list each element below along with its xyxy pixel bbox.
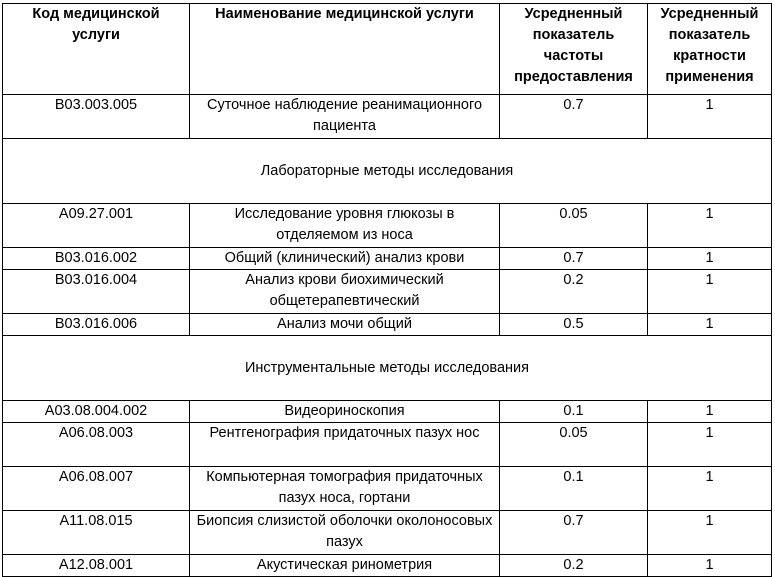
table-row [3, 314, 772, 336]
table-row [3, 95, 772, 139]
service-code: A06.08.003 [3, 423, 190, 467]
section-row [3, 336, 772, 401]
service-code: A11.08.015 [3, 511, 190, 555]
service-name: Общий (клинический) анализ крови [190, 248, 500, 270]
multiplicity-value: 1 [648, 401, 772, 423]
service-code: B03.016.006 [3, 314, 190, 336]
section-title: Лабораторные методы исследования [3, 139, 772, 204]
table-row [3, 467, 772, 511]
section-row [3, 139, 772, 204]
service-name: Анализ мочи общий [190, 314, 500, 336]
frequency-value: 0.7 [500, 511, 648, 555]
multiplicity-value: 1 [648, 555, 772, 577]
service-name: Исследование уровня глюкозы в отделяемом из носа [190, 204, 500, 248]
service-name: Акустическая ринометрия [190, 555, 500, 577]
header-row [3, 4, 772, 95]
frequency-value: 0.1 [500, 401, 648, 423]
table-row [3, 270, 772, 314]
service-name: Рентгенография придаточных пазух нос [190, 423, 500, 467]
service-name: Биопсия слизистой оболочки околоносовых пазух [190, 511, 500, 555]
services-table [2, 3, 772, 577]
header-multiplicity: Усредненный показатель кратности применения [648, 4, 772, 95]
service-name: Суточное наблюдение реанимационного пациента [190, 95, 500, 139]
frequency-value: 0.2 [500, 555, 648, 577]
frequency-value: 0.1 [500, 467, 648, 511]
service-code: B03.003.005 [3, 95, 190, 139]
table-row [3, 204, 772, 248]
table-row [3, 423, 772, 467]
multiplicity-value: 1 [648, 204, 772, 248]
service-code: B03.016.002 [3, 248, 190, 270]
frequency-value: 0.2 [500, 270, 648, 314]
table-row [3, 511, 772, 555]
service-code: A03.08.004.002 [3, 401, 190, 423]
multiplicity-value: 1 [648, 467, 772, 511]
frequency-value: 0.5 [500, 314, 648, 336]
header-code: Код медицинской услуги [3, 4, 190, 95]
service-code: A06.08.007 [3, 467, 190, 511]
frequency-value: 0.05 [500, 423, 648, 467]
service-code: A12.08.001 [3, 555, 190, 577]
multiplicity-value: 1 [648, 270, 772, 314]
header-name: Наименование медицинской услуги [190, 4, 500, 95]
header-frequency: Усредненный показатель частоты предоставления [500, 4, 648, 95]
multiplicity-value: 1 [648, 511, 772, 555]
service-code: B03.016.004 [3, 270, 190, 314]
table-row [3, 401, 772, 423]
section-title: Инструментальные методы исследования [3, 336, 772, 401]
frequency-value: 0.7 [500, 95, 648, 139]
service-name: Видеориноскопия [190, 401, 500, 423]
frequency-value: 0.05 [500, 204, 648, 248]
table-row [3, 248, 772, 270]
multiplicity-value: 1 [648, 314, 772, 336]
service-name: Анализ крови биохимический общетерапевтический [190, 270, 500, 314]
table-row [3, 555, 772, 577]
multiplicity-value: 1 [648, 423, 772, 467]
service-code: A09.27.001 [3, 204, 190, 248]
service-name: Компьютерная томография придаточных пазух носа, гортани [190, 467, 500, 511]
frequency-value: 0.7 [500, 248, 648, 270]
multiplicity-value: 1 [648, 248, 772, 270]
multiplicity-value: 1 [648, 95, 772, 139]
